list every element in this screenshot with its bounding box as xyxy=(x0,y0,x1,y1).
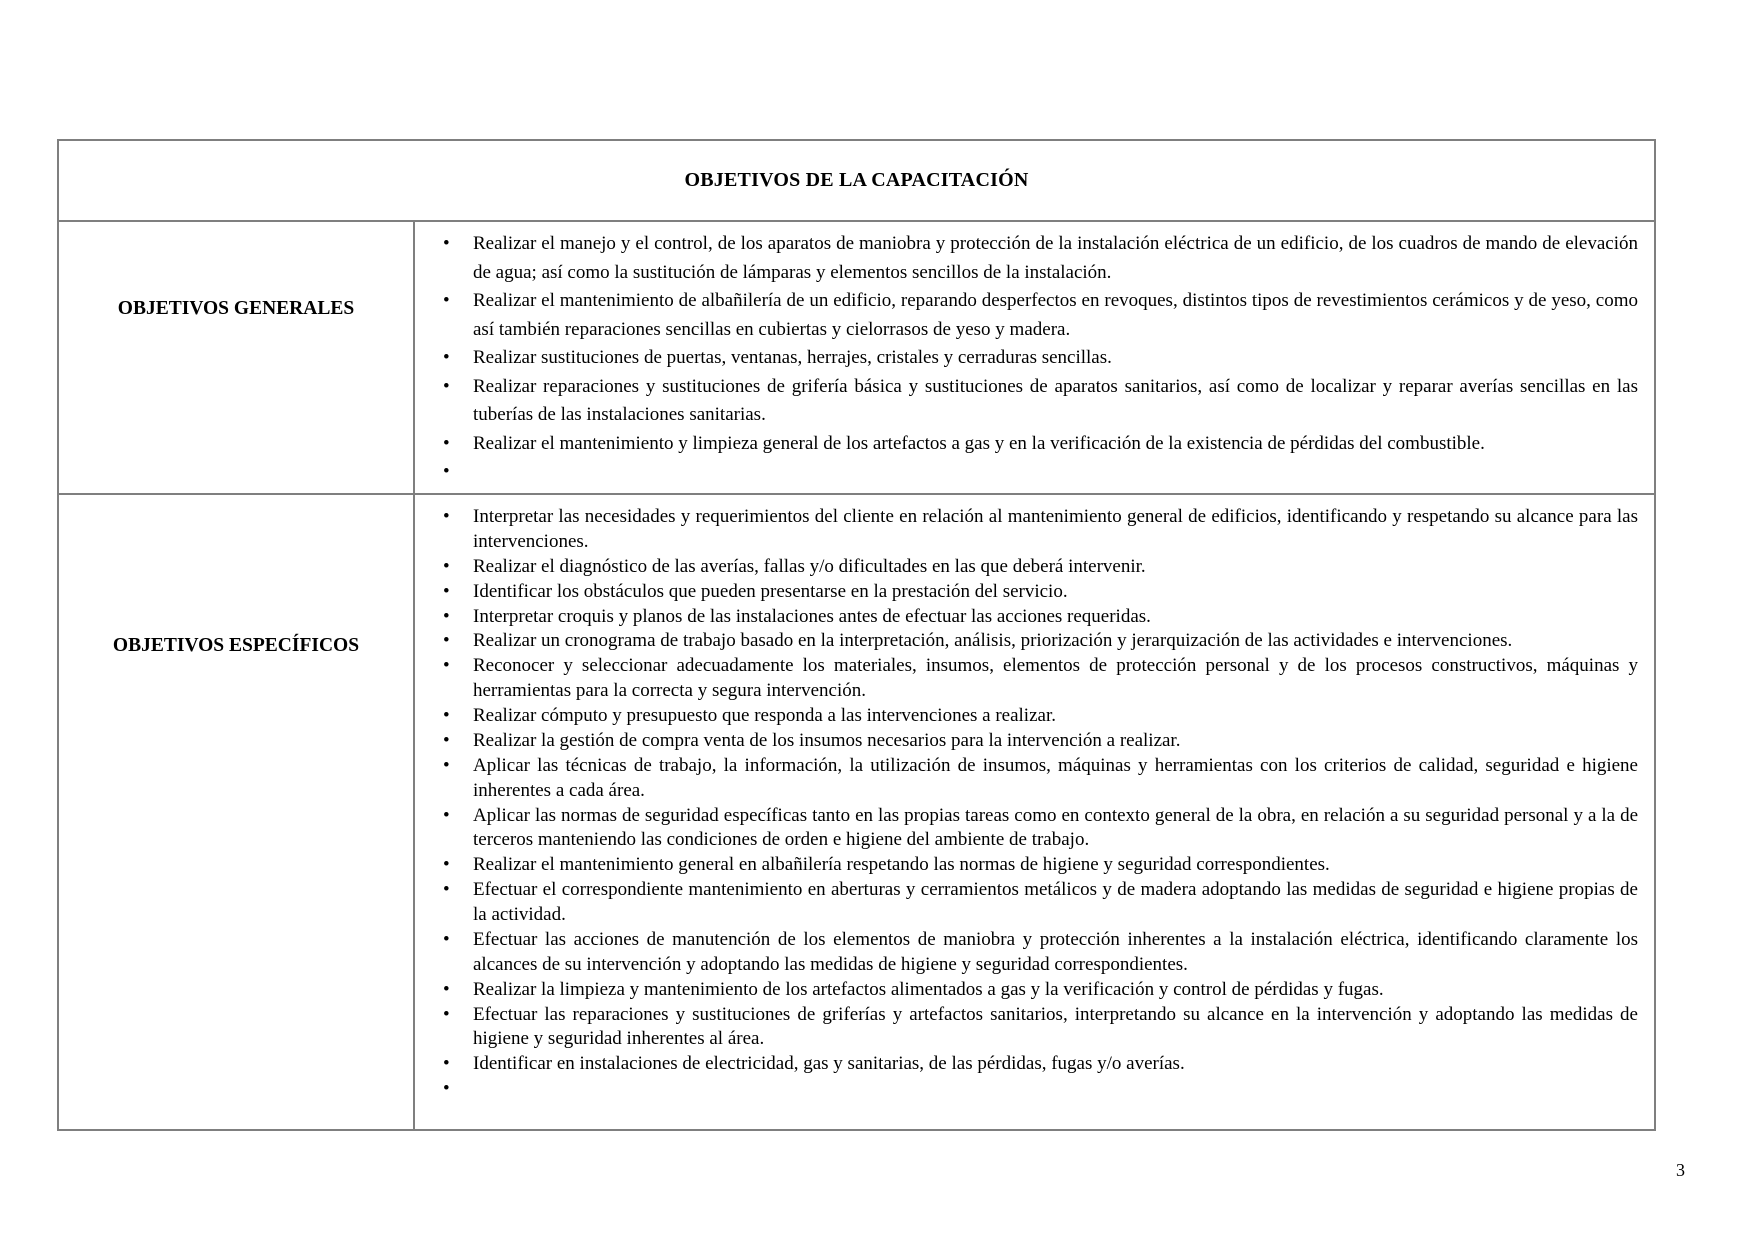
bullet-item: • Identificar los obstáculos que pueden presentarse en la prestación del servicio. xyxy=(473,580,1638,605)
content-cell-especificos xyxy=(415,495,1654,1129)
table-header-row xyxy=(59,141,1654,222)
bullet-item: • Interpretar croquis y planos de las instalaciones antes de efectuar las acciones requeridas. xyxy=(473,605,1638,630)
bullet-list-especificos xyxy=(415,495,1638,1104)
bullet-item: • Realizar sustituciones de puertas, ventanas, herrajes, cristales y cerraduras sencillas. xyxy=(473,344,1638,373)
page-number: 3 xyxy=(1676,1160,1685,1180)
bullet-item: • Realizar el mantenimiento general en albañilería respetando las normas de higiene y seguridad correspondientes. xyxy=(473,853,1638,878)
bullet-list-generales xyxy=(415,222,1638,485)
bullet-item: • Realizar cómputo y presupuesto que responda a las intervenciones a realizar. xyxy=(473,704,1638,729)
bullet-item: • Efectuar las reparaciones y sustituciones de griferías y artefactos sanitarios, interpretando su alcance en la intervención y adoptando las medidas de higiene y seguridad inherentes al área. xyxy=(473,1003,1638,1053)
row-label-generales: OBJETIVOS GENERALES xyxy=(117,298,355,319)
objectives-table xyxy=(57,139,1656,1131)
bullet-item: • Aplicar las normas de seguridad específicas tanto en las propias tareas como en contexto general de la obra, en relación a su seguridad personal y a la de terceros manteniendo las condiciones de orden e higiene del ambiente de trabajo. xyxy=(473,804,1638,854)
bullet-item: • Interpretar las necesidades y requerimientos del cliente en relación al mantenimiento general de edificios, identificando y respetando su alcance para las intervenciones. xyxy=(473,505,1638,555)
bullet-item: • Reconocer y seleccionar adecuadamente los materiales, insumos, elementos de protección personal y de los procesos constructivos, máquinas y herramientas para la correcta y segura intervención. xyxy=(473,654,1638,704)
bullet-item: • Realizar el mantenimiento y limpieza general de los artefactos a gas y en la verificación de la existencia de pérdidas del combustible. xyxy=(473,430,1638,459)
label-cell-especificos xyxy=(59,495,415,1129)
bullet-item: • Realizar reparaciones y sustituciones de grifería básica y sustituciones de aparatos sanitarios, así como de localizar y reparar averías sencillas en las tuberías de las instalaciones sanitarias. xyxy=(473,373,1638,430)
bullet-item: • Realizar el manejo y el control, de los aparatos de maniobra y protección de la instalación eléctrica de un edificio, de los cuadros de mando de elevación de agua; así como la sustitución de lámparas y elementos sencillos de la instalación. xyxy=(473,230,1638,287)
bullet-item: • Aplicar las técnicas de trabajo, la información, la utilización de insumos, máquinas y herramientas con los criterios de calidad, seguridad e higiene inherentes a cada área. xyxy=(473,754,1638,804)
bullet-item: • Realizar el mantenimiento de albañilería de un edificio, reparando desperfectos en revoques, distintos tipos de revestimientos cerámicos y de yeso, como así también reparaciones sencillas en cubiertas y cielorrasos de yeso y madera. xyxy=(473,287,1638,344)
bullet-item: • Efectuar las acciones de manutención de los elementos de maniobra y protección inherentes a la instalación eléctrica, identificando claramente los alcances de su intervención y adoptando las medidas de higiene y seguridad correspondientes. xyxy=(473,928,1638,978)
bullet-item xyxy=(473,458,1638,477)
bullet-item: • Realizar el diagnóstico de las averías, fallas y/o dificultades en las que deberá intervenir. xyxy=(473,555,1638,580)
content-cell-generales xyxy=(415,222,1654,493)
table-row-objetivos-generales xyxy=(59,222,1654,495)
bullet-item: • Realizar un cronograma de trabajo basado en la interpretación, análisis, priorización y jerarquización de las actividades e intervenciones. xyxy=(473,629,1638,654)
bullet-item: • Efectuar el correspondiente mantenimiento en aberturas y cerramientos metálicos y de madera adoptando las medidas de seguridad e higiene propias de la actividad. xyxy=(473,878,1638,928)
table-row-objetivos-especificos xyxy=(59,495,1654,1129)
bullet-item: • Realizar la gestión de compra venta de los insumos necesarios para la intervención a realizar. xyxy=(473,729,1638,754)
label-cell-generales xyxy=(59,222,415,493)
bullet-item xyxy=(473,1077,1638,1096)
bullet-item: • Identificar en instalaciones de electricidad, gas y sanitarias, de las pérdidas, fugas y/o averías. xyxy=(473,1052,1638,1077)
row-label-especificos: OBJETIVOS ESPECÍFICOS xyxy=(112,635,360,656)
bullet-item: • Realizar la limpieza y mantenimiento de los artefactos alimentados a gas y la verificación y control de pérdidas y fugas. xyxy=(473,978,1638,1003)
table-title: OBJETIVOS DE LA CAPACITACIÓN xyxy=(684,169,1029,191)
